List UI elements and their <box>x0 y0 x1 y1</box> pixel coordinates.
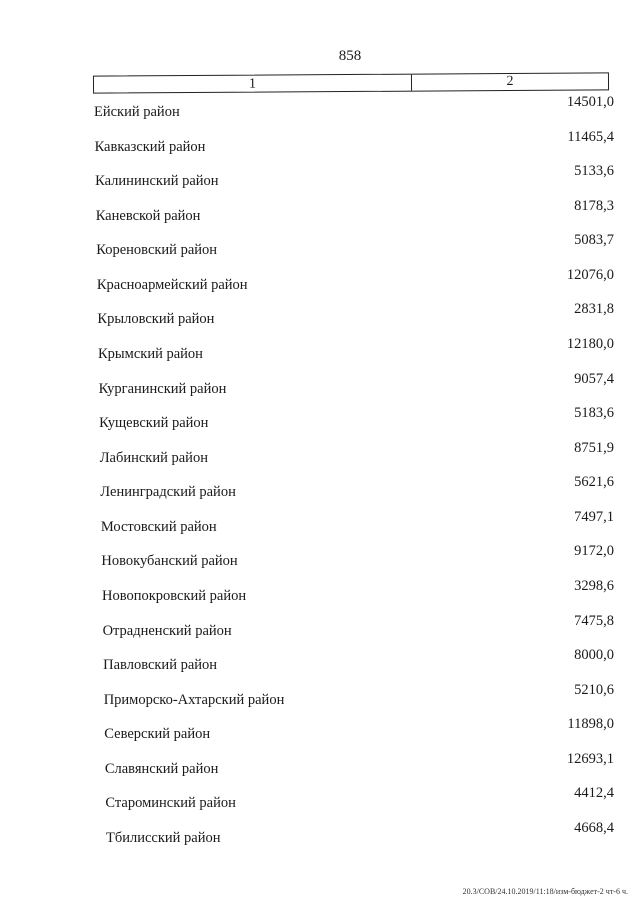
table-row <box>0 820 640 844</box>
district-value: 4668,4 <box>574 820 614 836</box>
table-row <box>0 474 640 501</box>
district-value: 5133,6 <box>574 163 614 180</box>
district-value: 8000,0 <box>574 647 614 664</box>
district-name: Курганинский район <box>98 380 227 397</box>
table-row <box>0 371 640 395</box>
table-row <box>0 198 640 222</box>
district-value: 14501,0 <box>566 94 614 110</box>
district-name: Новокубанский район <box>101 553 238 570</box>
district-name: Мостовский район <box>100 518 217 535</box>
district-name: Кущевский район <box>99 415 209 432</box>
district-value: 5621,6 <box>574 474 614 491</box>
district-value: 12180,0 <box>566 336 614 352</box>
district-name: Отрадненский район <box>102 622 232 639</box>
district-value: 8751,9 <box>574 439 614 456</box>
table-row <box>0 94 640 118</box>
table-row <box>0 440 640 464</box>
district-value: 5210,6 <box>574 681 614 698</box>
table-row <box>0 751 640 775</box>
district-name: Каневской район <box>95 207 201 224</box>
district-value: 5083,7 <box>574 232 614 249</box>
table-row <box>0 232 640 259</box>
district-name: Кавказский район <box>94 138 206 155</box>
table-row <box>0 405 640 432</box>
district-name: Приморско-Ахтарский район <box>103 691 285 708</box>
table-header-col2: 2 <box>506 74 514 90</box>
table-row <box>0 129 640 153</box>
district-name: Красноармейский район <box>96 276 248 293</box>
district-name: Северский район <box>104 726 211 743</box>
district-name: Павловский район <box>103 657 218 674</box>
district-name: Крыловский район <box>97 311 215 328</box>
district-name: Калининский район <box>95 173 219 190</box>
district-name: Ейский район <box>94 104 180 120</box>
district-name: Славянский район <box>104 760 219 777</box>
table-row <box>0 163 640 190</box>
table-row <box>0 785 640 812</box>
district-value: 12693,1 <box>566 750 614 767</box>
table-row <box>0 301 640 328</box>
footer-code: 20.3/СОВ/24.10.2019/11:18/изм-бюджет-2 чт-6 ч. <box>462 887 628 896</box>
district-name: Тбилисский район <box>106 830 221 846</box>
district-name: Лабинский район <box>99 449 208 466</box>
table-row <box>0 509 640 533</box>
district-value: 7475,8 <box>574 612 614 629</box>
table-row <box>0 578 640 602</box>
district-value: 3298,6 <box>574 578 614 594</box>
district-name: Кореновский район <box>96 242 218 259</box>
table-row <box>0 613 640 637</box>
table-row <box>0 647 640 674</box>
district-value: 4412,4 <box>574 785 614 802</box>
page-number: 858 <box>338 48 362 64</box>
district-value: 12076,0 <box>566 266 614 283</box>
district-name: Староминский район <box>105 795 236 812</box>
table-row <box>0 267 640 291</box>
district-value: 5183,6 <box>574 405 614 422</box>
district-value: 9172,0 <box>574 543 614 560</box>
table-row <box>0 716 640 743</box>
district-value: 7497,1 <box>574 508 614 525</box>
district-value: 9057,4 <box>574 370 614 387</box>
district-name: Крымский район <box>98 346 203 362</box>
table-row <box>0 336 640 360</box>
district-value: 11465,4 <box>567 128 614 145</box>
table-row <box>0 543 640 570</box>
table-header-col1: 1 <box>94 75 412 93</box>
district-value: 2831,8 <box>574 301 614 318</box>
table-row <box>0 682 640 706</box>
district-name: Ленинградский район <box>100 484 236 501</box>
district-name: Новопокровский район <box>102 588 247 604</box>
district-value: 11898,0 <box>567 716 614 733</box>
district-value: 8178,3 <box>574 197 614 214</box>
